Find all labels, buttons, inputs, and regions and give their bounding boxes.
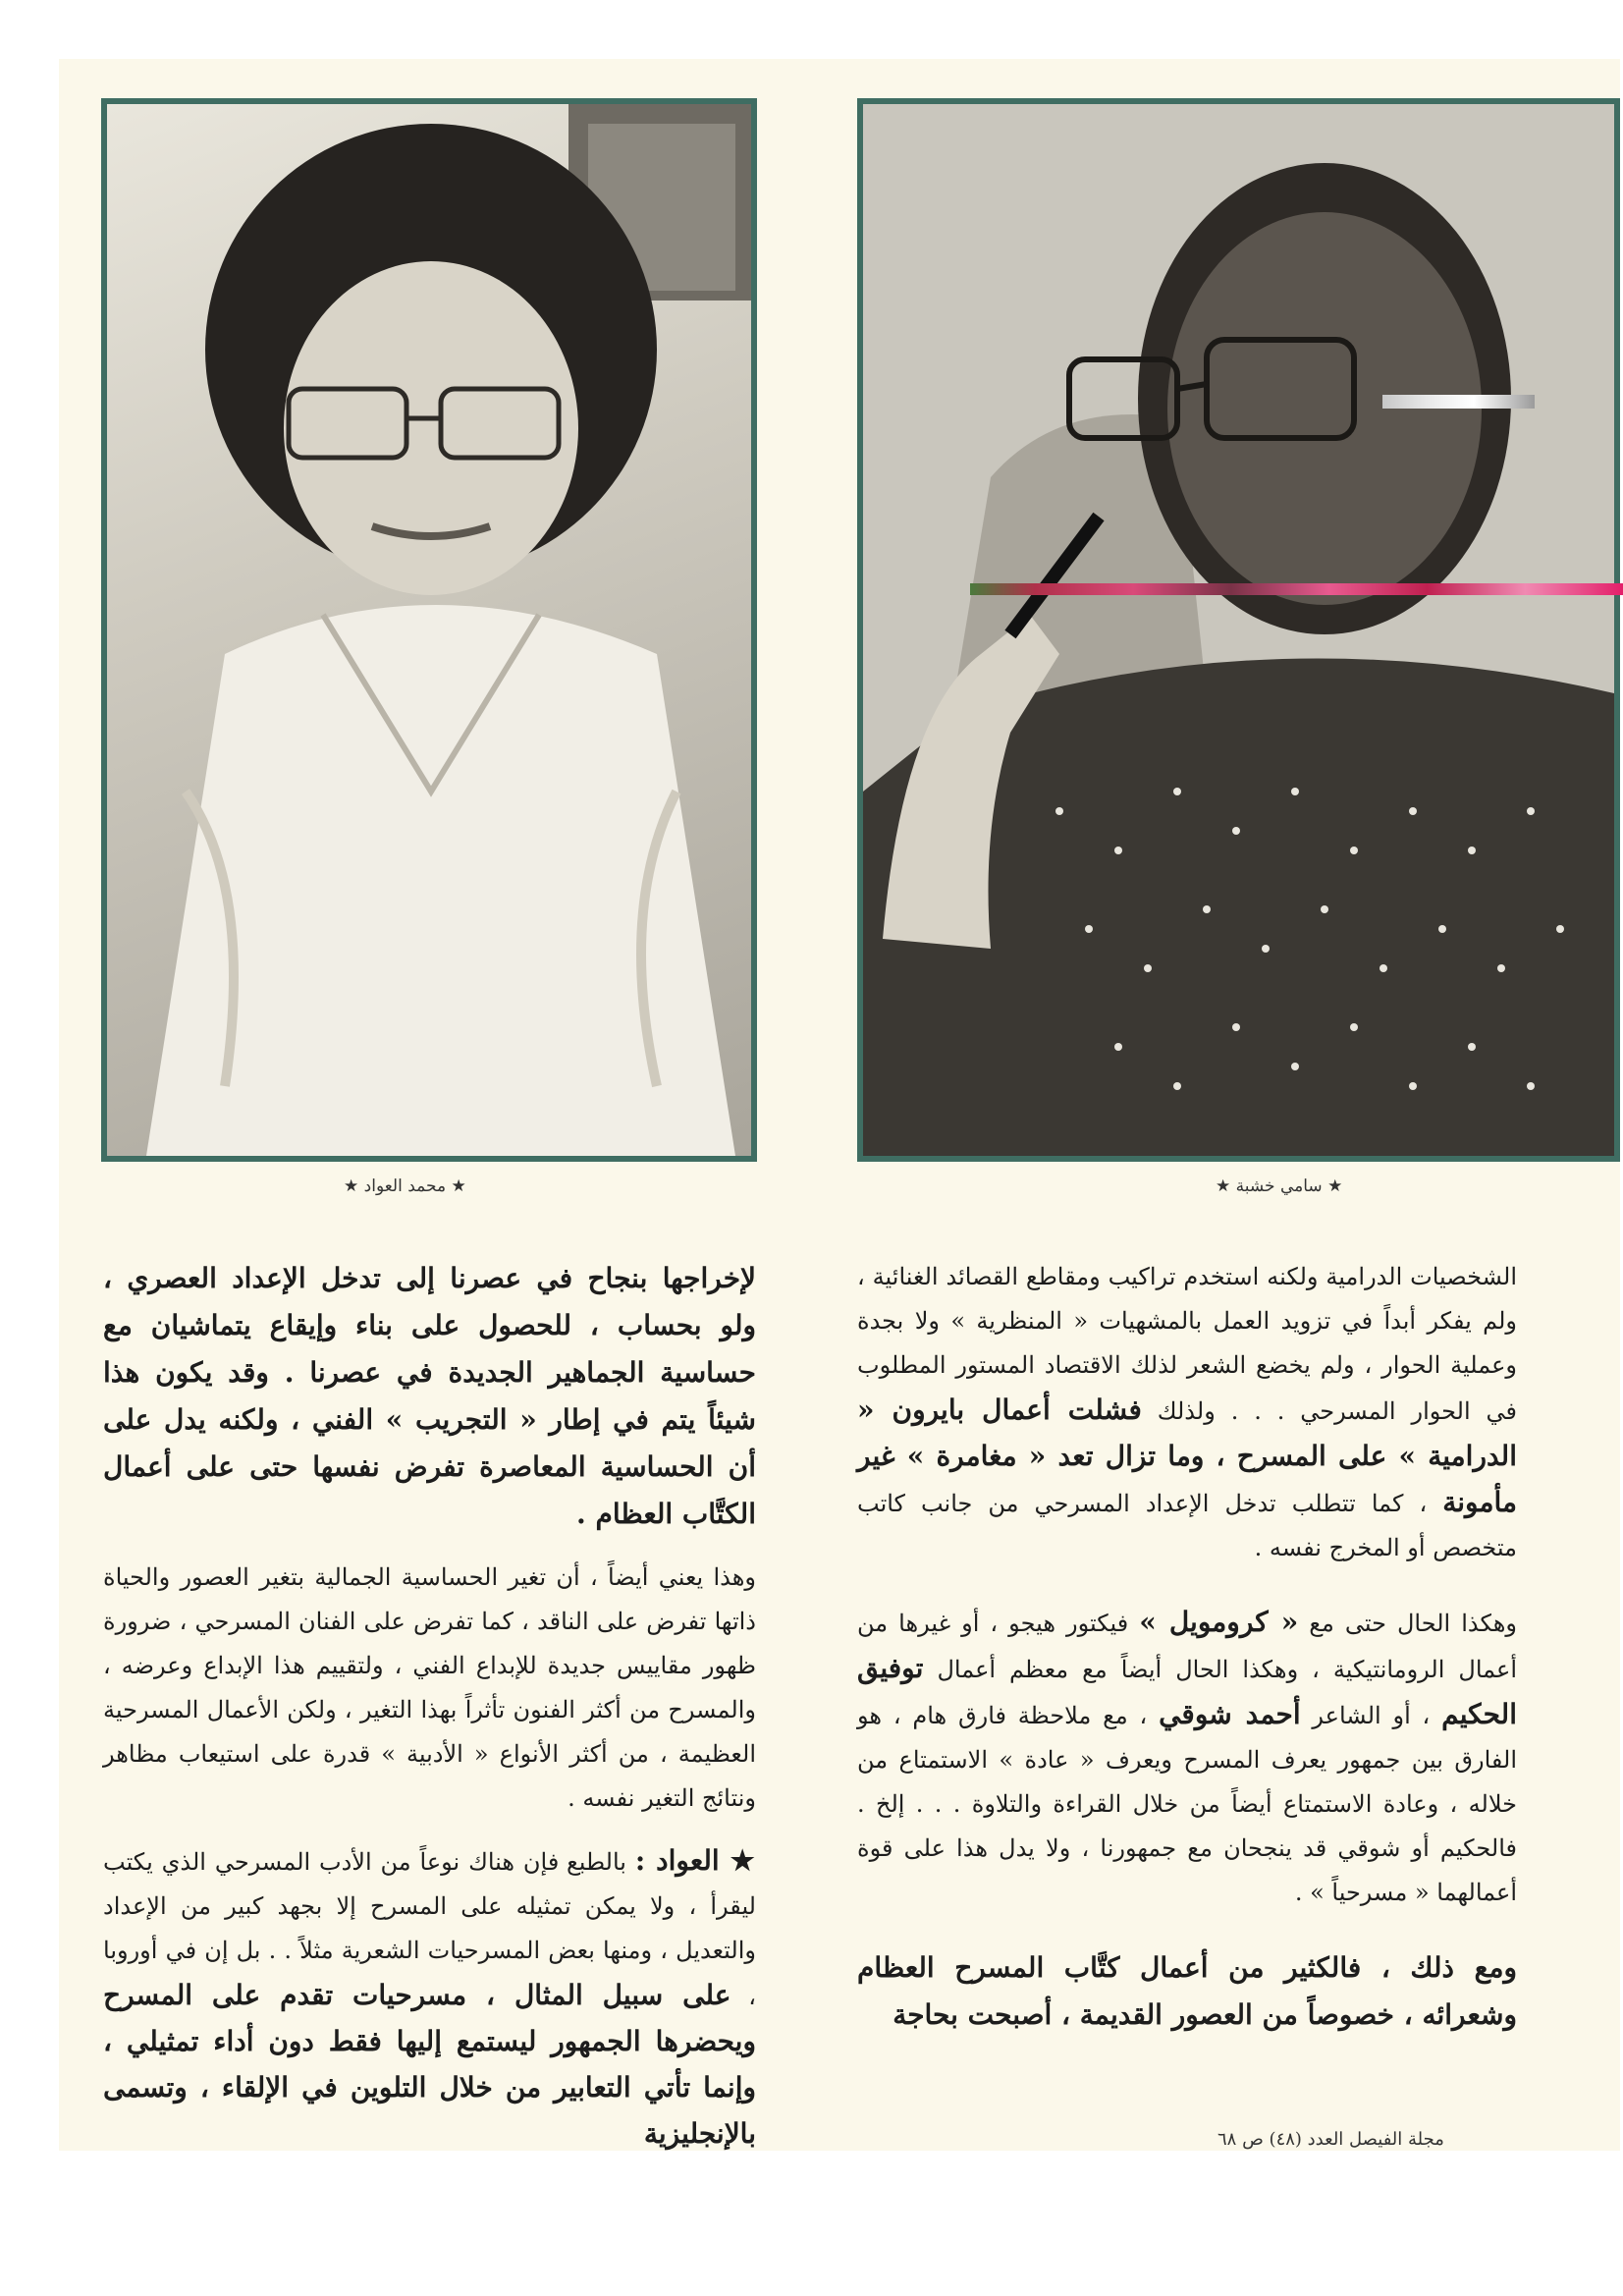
- paragraph-emphasis: توفيق الحكيم: [857, 1652, 1517, 1730]
- paragraph: [857, 1255, 1517, 1570]
- paragraph-text: وهكذا الحال حتى مع: [1309, 1610, 1517, 1637]
- paragraph-emphasis: أحمد شوقي: [1159, 1698, 1301, 1730]
- scan-artifact-bar: [970, 583, 1623, 595]
- page-footer: مجلة الفيصل العدد (٤٨) ص ٦٨: [1217, 2129, 1444, 2150]
- text-column-right: [857, 1255, 1517, 2056]
- text-column-left: [103, 1255, 756, 2175]
- paragraph: ومع ذلك ، فالكثير من أعمال كتَّاب المسرح العظام وشعرائه ، خصوصاً من العصور القديمة ، أصبحت بحاجة: [857, 1951, 1517, 2031]
- paragraph: [857, 1600, 1517, 1915]
- paragraph: وهذا يعني أيضاً ، أن تغير الحساسية الجمالية بتغير العصور والحياة ذاتها تفرض على الناقد ، كما تفرض على الفنان المسرحي ، ضرورة ظهور مقاييس جديدة للإبداع الفني ، ولتقييم هذا الإبداع وعرضه ، والمسرح من أكثر الفنون تأثراً بهذا التغير ، ولكن الأعمال المسرحية العظيمة ، من أكثر الأنواع « الأدبية » قدرة على استيعاب مظاهر ونتائج التغير نفسه .: [103, 1563, 756, 1812]
- scan-artifact-bar: [1382, 395, 1535, 409]
- speaker-label: ★ العواد :: [634, 1844, 756, 1877]
- paragraph-text: فيكتور هيجو ، أو غيرها من أعمال الرومانتيكية ، وهكذا الحال أيضاً مع معظم أعمال: [857, 1610, 1517, 1683]
- portrait-illustration: [107, 104, 751, 1156]
- paragraph-text: الشخصيات الدرامية ولكنه استخدم تراكيب ومقاطع القصائد الغنائية ، ولم يفكر أبداً في تزويد العمل بالمشهيات « المنظرية » ولا بجدة وعملية الحوار ، ولم يخضع الشعر لذلك الاقتصاد المستور المطلوب في الحوار المسرحي . . . ولذلك: [857, 1263, 1517, 1425]
- paragraph: لإخراجها بنجاح في عصرنا إلى تدخل الإعداد العصري ، ولو بحساب ، للحصول على بناء وإيقاع يتماشيان مع حساسية الجماهير الجديدة في عصرنا . وقد يكون هذا شيئاً يتم في إطار « التجريب » الفني ، ولكنه يدل على أن الحساسية المعاصرة تفرض نفسها حتى على أعمال الكتَّاب العظام .: [103, 1262, 756, 1530]
- paragraph-text: ، كما تتطلب تدخل الإعداد المسرحي من جانب كاتب متخصص أو المخرج نفسه .: [857, 1490, 1517, 1561]
- paragraph-text: بالطبع فإن هناك نوعاً من الأدب المسرحي الذي يكتب ليقرأ ، ولا يمكن تمثيله على المسرح إلا بجهد كبير من الإعداد والتعديل ، ومنها بعض المسرحيات الشعرية مثلاً . . بل إن في أوروبا ،: [103, 1848, 756, 2010]
- paragraph-text: ، أو الشاعر: [1312, 1702, 1431, 1729]
- portrait-photo-al-awwad: [101, 98, 757, 1162]
- portrait-photo-sami-khashaba: [857, 98, 1620, 1162]
- paragraph-emphasis: على سبيل المثال ، مسرحيات تقدم على المسرح ويحضرها الجمهور ليستمع إليها فقط دون أداء تمثيلي ، وإنما تأتي التعابير من خلال التلوين في الإلقاء ، وتسمى بالإنجليزية: [103, 1979, 756, 2150]
- paragraph: [103, 1838, 756, 2158]
- photo-caption-right: ★ سامي خشبة ★: [1216, 1176, 1343, 1196]
- photo-caption-left: ★ محمد العواد ★: [344, 1176, 466, 1196]
- paragraph-emphasis: فشلت أعمال بايرون « الدرامية » على المسرح ، وما تزال تعد « مغامرة » غير مأمونة: [857, 1394, 1517, 1518]
- portrait-illustration: [863, 104, 1614, 1156]
- paragraph-emphasis: « كرومويل »: [1139, 1606, 1299, 1638]
- paragraph-text: ، مع ملاحظة فارق هام ، هو الفارق بين جمهور يعرف المسرح ويعرف « عادة » الاستمتاع من خلاله ، وعادة الاستمتاع أيضاً من خلال القراءة والتلاوة . . . إلخ . فالحكيم أو شوقي قد ينجحان مع جمهورنا ، ولا يدل هذا على قوة أعمالهما « مسرحياً » .: [857, 1702, 1517, 1906]
